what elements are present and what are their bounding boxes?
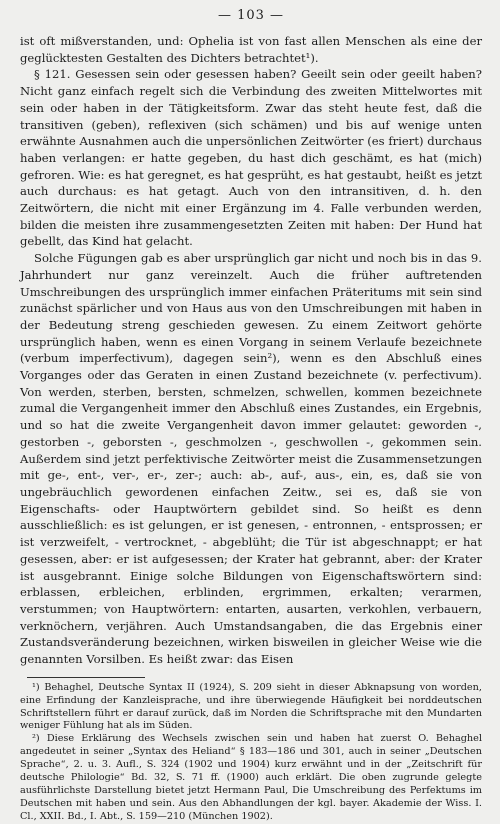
footnote-2: ²) Diese Erklärung des Wechsels zwischen sein und haben hat zuerst O. Behaghel angedeutet in seiner „Syntax des Heliand“ § 183—186 und 301, auch in seiner „Deutschen Sprache“, 2. u. 3. Aufl., S. 324 (1902 und 1904) kurz erwähnt und in der „Zeitschrift für deutsche Philologie“ Bd. 32, S. 71 ff. (1900) auch erklärt. Die oben zugrunde gelegte ausführlichste Darstellung bietet jetzt Hermann Paul, Die Umschreibung des Perfektums im Deutschen mit haben und sein. Aus den Abhandlungen der kgl. bayer. Akademie der Wiss. I. Cl., XXII. Bd., I. Abt., S. 159—210 (München 1902). (20, 733, 482, 822)
footnotes (20, 682, 482, 824)
page-number: — 103 — (217, 8, 285, 23)
main-text (20, 33, 482, 668)
paragraph-history: Solche Fügungen gab es aber ursprünglich gar nicht und noch bis in das 9. Jahrhundert nur ganz vereinzelt. Auch die früher auftretenden Umschreibungen des ursprünglich immer einfachen Präteritums mit sein sind zunächst spärlicher und von Haus aus von den Umschreibungen mit haben in der Bedeutung streng geschieden gewesen. Zu einem Zeitwort gehörte ursprünglich haben, wenn es einen Vorgang in seinem Verlaufe bezeichnete (verbum imperfectivum), dagegen sein²), wenn es den Abschluß eines Vorganges oder das Geraten in einen Zustand bezeichnete (v. perfectivum). Von werden, sterben, bersten, schmelzen, schwellen, kommen bezeichnete zumal die Vergangenheit immer den Abschluß eines Zustandes, ein Ergebnis, und so hat die zweite Vergangenheit davon immer gelautet: geworden -, gestorben -, geborsten -, geschmolzen -, geschwollen -, gekommen sein. Außerdem sind jetzt perfektivische Zeitwörter meist die Zusammensetzungen mit ge-, ent-, ver-, er-, zer-; auch: ab-, auf-, aus-, ein, es, daß sie von ungebräuchlich gewordenen einfachen Zeitw., sei es, daß sie von Eigenschafts- oder Hauptwörtern gebildet sind. So heißt es denn ausschließlich: es ist gelungen, er ist genesen, - entronnen, - entsprossen; er ist verzweifelt, - vertrocknet, - abgeblüht; die Tür ist abgeschnappt; er hat gesessen, aber: er ist aufgesessen; der Krater hat gebrannt, aber: der Krater ist ausgebrannt. Einige solche Bildungen von Eigenschaftswörtern sind: erblassen, erbleichen, erblinden, ergrimmen, erkalten; verarmen, verstummen; von Hauptwörtern: entarten, ausarten, verkohlen, verbauern, verknöchern, verjähren. Auch Umstandsangaben, die das Ergebnis einer Zustandsveränderung bezeichnen, wirken bisweilen in gleicher Weise wie die genannten Vorsilben. Es heißt zwar: das Eisen (20, 251, 482, 667)
footnote-divider (27, 677, 145, 678)
footnote-1: ¹) Behaghel, Deutsche Syntax II (1924), S. 209 sieht in dieser Abknapsung von worden, eine Erfindung der Kanzleisprache, und ihre überwiegende Häufigkeit bei norddeutschen Schriftstellern führt er darauf zurück, daß im Norden die Schriftsprache mit den Mundarten weniger Fühlung hat als im Süden. (20, 681, 482, 732)
paragraph-intro: ist oft mißverstanden, und: Ophelia ist von fast allen Menschen als eine der geglücktesten Gestalten des Dichters betrachtet¹). (20, 34, 482, 65)
paragraph-section-121: § 121. Gesessen sein oder gesessen haben? Geeilt sein oder geeilt haben? Nicht ganz einfach regelt sich die Verbindung des zweiten Mittelwortes mit sein oder haben in der Tätigkeitsform. Zwar das steht heute fest, daß die transitiven (geben), reflexiven (sich schämen) und bis auf wenige unten erwähnte Ausnahmen auch die unpersönlichen Zeitwörter (es friert) durchaus haben verlangen: er hatte gegeben, du hast dich geschämt, es hat (mich) gefroren. Wie: es hat geregnet, es hat gesprüht, es hat gestaubt, heißt es jetzt auch durchaus: es hat getagt. Auch von den intransitiven, d. h. den Zeitwörtern, die nicht mit einer Ergänzung im 4. Falle verbunden werden, bilden die meisten ihre zusammengesetzten Zeiten mit haben: Der Hund hat gebellt, das Kind hat gelacht. (20, 67, 482, 249)
